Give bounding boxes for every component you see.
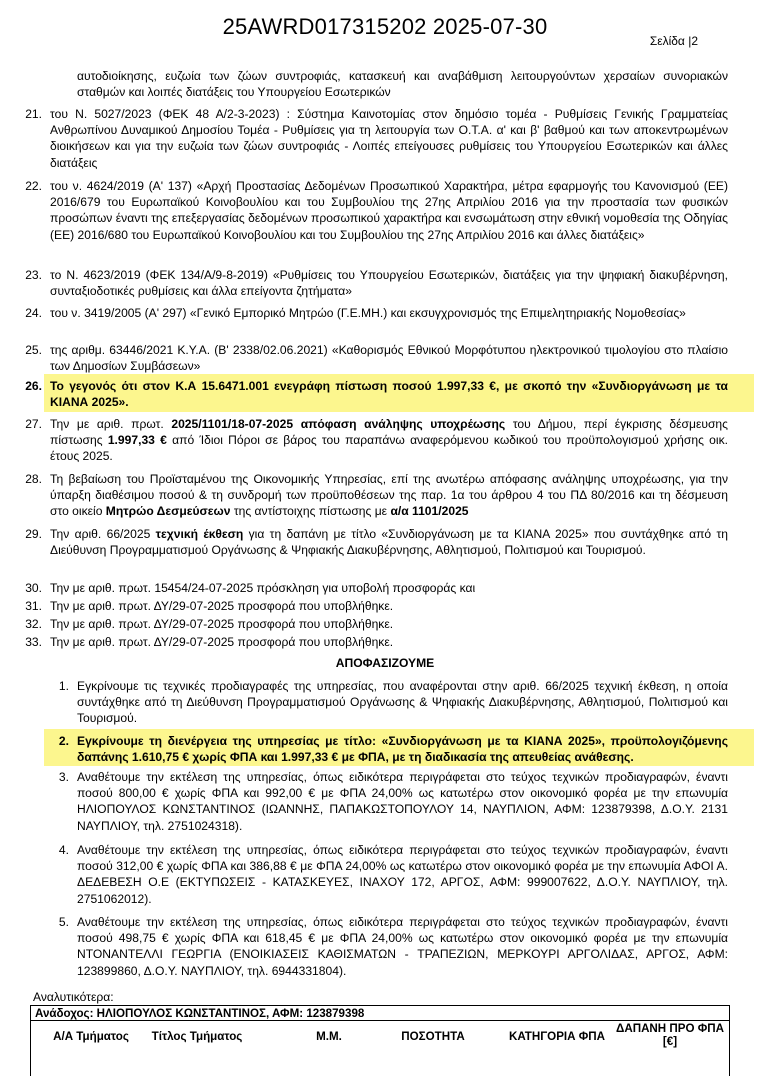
item-text: Την με αριθ. πρωτ. 15454/24-07-2025 πρόσκληση για υποβολή προσφοράς και <box>50 581 476 595</box>
item-number: 32. <box>25 617 42 631</box>
consideration-item <box>25 598 728 614</box>
item-text: Εγκρίνουμε τη διενέργεια της υπηρεσίας με τίτλο: «Συνδιοργάνωση με τα ΚΙΑΝΑ 2025», προϋπολογιζόμενης δαπάνης 1.610,75 € χωρίς ΦΠΑ και 1.997,33 € με ΦΠΑ, με τη διαδικασία της απευθείας ανάθεσης. <box>77 734 728 765</box>
item-number: 31. <box>25 599 42 613</box>
item-number: 5. <box>58 915 69 929</box>
item-number: 33. <box>25 635 42 649</box>
decision-item <box>58 769 728 834</box>
commitment-decision: 2025/1101/18-07-2025 απόφαση ανάληψης υποχρέωσης <box>171 417 506 431</box>
item-text-e: από Ίδιοι Πόροι σε βάρος του παραπάνω αναφερόμενου κωδικού του προϋπολογισμού χρήσης οικ. έτους 2025. <box>50 433 728 464</box>
item-number: 30. <box>25 581 42 595</box>
consideration-item <box>25 106 728 171</box>
consideration-item <box>25 634 728 650</box>
col-header-cost-pre-vat <box>613 1022 727 1048</box>
consideration-item <box>25 471 728 520</box>
credit-amount: 1.997,33 € <box>436 379 496 393</box>
continuation-text: αυτοδιοίκησης, ευζωία των ζώων συντροφιάς, κατασκευή και αναβάθμιση λειτουργούντων χερσαίων συνοριακών σταθμών και λοιπές διατάξεις του Υπουργείου Εσωτερικών <box>77 69 728 100</box>
item-number: 27. <box>25 417 42 431</box>
item-text: Την με αριθ. πρωτ. ΔΥ/29-07-2025 προσφορά που υποβλήθηκε. <box>50 599 394 613</box>
item-text-c: του Δήμου, περί έγκρισης δέσμευσης πίστωσης <box>50 417 728 448</box>
decision-item <box>58 678 728 727</box>
item-text: Την με αριθ. πρωτ. ΔΥ/29-07-2025 προσφορά που υποβλήθηκε. <box>50 617 394 631</box>
item-text-a: Την με αριθ. πρωτ. <box>50 417 172 431</box>
col-header-section-no: Α/Α Τμήματος <box>53 1030 129 1043</box>
table-divider <box>31 1020 729 1021</box>
document-id-title: 25AWRD017315202 2025-07-30 <box>222 14 548 39</box>
item-text-a: Την αριθ. 66/2025 <box>50 527 156 541</box>
item-number: 2. <box>58 734 69 748</box>
item-number: 29. <box>25 527 42 541</box>
item-text: της αριθμ. 63446/2021 Κ.Υ.Α. (Β' 2338/02.06.2021) «Καθορισμός Εθνικού Μορφότυπου ηλεκτρονικού τιμολογίου στο πλαίσιο των Δημοσίων Συμβάσεων» <box>50 343 728 374</box>
item-text-a: Τη βεβαίωση του Προϊσταμένου της Οικονομικής Υπηρεσίας, επί της ανωτέρω απόφασης ανάληψης υποχρέωσης, για την ύπαρξη διαθέσιμου ποσού & τη συνδρομή των προϋποθέσεων της παρ. 1α του άρθρου 4 του ΠΔ 80/2016 και τη δέσμευση στο οικείο <box>50 472 728 519</box>
item-number: 24. <box>25 306 42 320</box>
consideration-item <box>25 305 728 321</box>
item-number: 1. <box>58 679 69 693</box>
item-text-a: Το γεγονός ότι στον <box>50 379 176 393</box>
item-text-c: ενεγράφη πίστωση ποσού <box>268 379 437 393</box>
item-text-c: για τη δαπάνη με τίτλο «Συνδιοργάνωση με τα ΚΙΑΝΑ 2025» που συντάχθηκε από τη Διεύθυνση Προγραμματισμού Οργάνωσης & Ψηφιακής Διακυβέρνησης, Αθλητισμού, Πολιτισμού και Τουρισμού. <box>50 527 728 558</box>
item-number: 4. <box>58 843 69 857</box>
item-number: 26. <box>25 379 42 393</box>
col-header-unit: Μ.Μ. <box>316 1030 342 1043</box>
commitments-registry: Μητρώο Δεσμεύσεων <box>105 504 231 519</box>
analytic-label: Αναλυτικότερα: <box>33 990 114 1004</box>
page-number: Σελίδα |2 <box>649 34 698 48</box>
item-text: Την με αριθ. πρωτ. ΔΥ/29-07-2025 προσφορά που υποβλήθηκε. <box>50 635 394 649</box>
item-text: του ν. 3419/2005 (Α' 297) «Γενικό Εμπορικό Μητρώο (Γ.Ε.ΜΗ.) και εκσυγχρονισμός της Επιμελητηριακής Νομοθεσίας» <box>50 306 686 320</box>
item-text: του ν. 4624/2019 (Α' 137) «Αρχή Προστασίας Δεδομένων Προσωπικού Χαρακτήρα, μέτρα εφαρμογής του Κανονισμού (ΕΕ) 2016/679 του Ευρωπαϊκού Κοινοβουλίου και του Συμβουλίου της 27ης Απριλίου 2016 για την προστασία των φυσικών προσώπων έναντι της επεξεργασίας δεδομένων προσωπικού χαρακτήρα και ενσωμάτωση στην εθνική νομοθεσία της Οδηγίας (ΕΕ) 2016/680 του Ευρωπαϊκού Κοινοβουλίου και του Συμβουλίου της 27ης Απριλίου 2016 και άλλες διατάξεις» <box>50 179 728 242</box>
contractor-table <box>30 1005 730 1076</box>
decision-item-highlighted <box>58 733 728 765</box>
cost-header-label: ΔΑΠΑΝΗ ΠΡΟ ΦΠΑ <box>615 1022 725 1035</box>
decision-item <box>58 842 728 907</box>
consideration-item <box>25 178 728 243</box>
contractor-info: Ανάδοχος: ΗΛΙΟΠΟΥΛΟΣ ΚΩΝΣΤΑΝΤΙΝΟΣ, ΑΦΜ: 123879398 <box>35 1007 365 1020</box>
item-text-e: , με σκοπό την «Συνδιοργάνωση με τα ΚΙΑΝΑ 2025». <box>50 379 728 410</box>
item-number: 28. <box>25 472 42 486</box>
item-text: το Ν. 4623/2019 (ΦΕΚ 134/Α/9-8-2019) «Ρυθμίσεις του Υπουργείου Εσωτερικών, διατάξεις για την ψηφιακή διακυβέρνηση, συνταξιοδοτικές ρυθμίσεις και άλλα επείγοντα ζητήματα» <box>50 268 728 299</box>
consideration-item <box>25 616 728 632</box>
amount: 1.997,33 € <box>107 433 167 448</box>
item-number: 3. <box>58 770 69 784</box>
consideration-item-highlighted <box>25 378 728 410</box>
item-text: Αναθέτουμε την εκτέλεση της υπηρεσίας, όπως ειδικότερα περιγράφεται στο τεύχος τεχνικών προδιαγραφών, έναντι ποσού 498,75 € χωρίς ΦΠΑ και 618,45 € με ΦΠΑ 24,00% ως κατωτέρω στον οικονομικό φορέα με την επωνυμία ΝΤΟΝΑΝΤΕΛΛΙ ΓΕΩΡΓΙΑ (ΕΝΟΙΚΙΑΣΕΙΣ ΚΑΘΙΣΜΑΤΩΝ - ΤΡΑΠΕΖΙΩΝ, ΜΕΡΚΟΥΡΙ ΑΡΓΟΛΙΔΑΣ, ΑΡΓΟΣ, ΑΦΜ: 123899860, Δ.Ο.Υ. ΝΑΥΠΛΙΟΥ, τηλ. 6944331804). <box>77 915 728 978</box>
col-header-section-title: Τίτλος Τμήματος <box>151 1030 243 1043</box>
consideration-item <box>25 580 728 596</box>
consideration-item <box>25 416 728 465</box>
col-header-quantity: ΠΟΣΟΤΗΤΑ <box>401 1030 465 1043</box>
item-text: Αναθέτουμε την εκτέλεση της υπηρεσίας, όπως ειδικότερα περιγράφεται στο τεύχος τεχνικών προδιαγραφών, έναντι ποσού 312,00 € χωρίς ΦΠΑ και 386,88 € με ΦΠΑ 24,00% ως κατωτέρω στον οικονομικό φορέα με την επωνυμία ΑΦΟΙ Α. ΔΕΔΕΒΕΣΗ Ο.Ε (ΕΚΤΥΠΩΣΕΙΣ - ΚΑΤΑΣΚΕΥΕΣ, ΙΝΑΧΟΥ 172, ΑΡΓΟΣ, ΑΦΜ: 999007622, Δ.Ο.Υ. ΝΑΥΠΛΙΟΥ, τηλ. 2751062012). <box>77 843 728 906</box>
consideration-item <box>25 342 728 374</box>
item-number: 25. <box>25 343 42 357</box>
decision-item <box>58 914 728 979</box>
item-text: Αναθέτουμε την εκτέλεση της υπηρεσίας, όπως ειδικότερα περιγράφεται στο τεύχος τεχνικών προδιαγραφών, έναντι ποσού 800,00 € χωρίς ΦΠΑ και 992,00 € με ΦΠΑ 24,00% ως κατωτέρω στον οικονομικό φορέα με την επωνυμία ΗΛΙΟΠΟΥΛΟΣ ΚΩΝΣΤΑΝΤΙΝΟΣ (ΙΩΑΝΝΗΣ, ΠΑΠΑΚΩΣΤΟΠΟΥΛΟΥ 14, ΝΑΥΠΛΙΟΝ, ΑΦΜ: 123879398, Δ.Ο.Υ. 2131 ΝΑΥΠΛΙΟΥ, τηλ. 2751024318). <box>77 770 728 833</box>
item-text: Εγκρίνουμε τις τεχνικές προδιαγραφές της υπηρεσίας, που αναφέρονται στην αριθ. 66/2025 τεχνική έκθεση, η οποία συντάχθηκε από τη Διεύθυνση Προγραμματισμού Οργάνωσης & Ψηφιακής Διακυβέρνησης, Αθλητισμού, Πολιτισμού και Τουρισμού. <box>77 679 728 726</box>
item-number: 21. <box>25 107 42 121</box>
technical-report: τεχνική έκθεση <box>155 527 244 541</box>
registry-number: α/α 1101/2025 <box>390 504 469 519</box>
decision-heading: ΑΠΟΦΑΣΙΖΟΥΜΕ <box>335 656 435 670</box>
item-number: 23. <box>25 268 42 282</box>
col-header-vat-category: ΚΑΤΗΓΟΡΙΑ ΦΠΑ <box>508 1030 606 1043</box>
budget-code: Κ.Α 15.6471.001 <box>175 379 269 393</box>
item-text-c: της αντίστοιχης πίστωσης με <box>230 504 391 519</box>
item-number: 22. <box>25 179 42 193</box>
consideration-item <box>25 267 728 299</box>
cost-header-unit: [€] <box>662 1035 678 1048</box>
consideration-item <box>25 526 728 558</box>
item-text: του Ν. 5027/2023 (ΦΕΚ 48 Α/2-3-2023) : Σύστημα Καινοτομίας στον δημόσιο τομέα - Ρυθμίσεις Γενικής Γραμματείας Ανθρωπίνου Δυναμικού Δημοσίου Τομέα - Ρυθμίσεις για τη λειτουργία των Ο.Τ.Α. α' και β' βαθμού και των αποκεντρωμένων διοικήσεων και για την ευζωία των ζώων συντροφιάς - Λοιπές επείγουσες ρυθμίσεις του Υπουργείου Εσωτερικών και άλλες διατάξεις <box>50 107 728 170</box>
